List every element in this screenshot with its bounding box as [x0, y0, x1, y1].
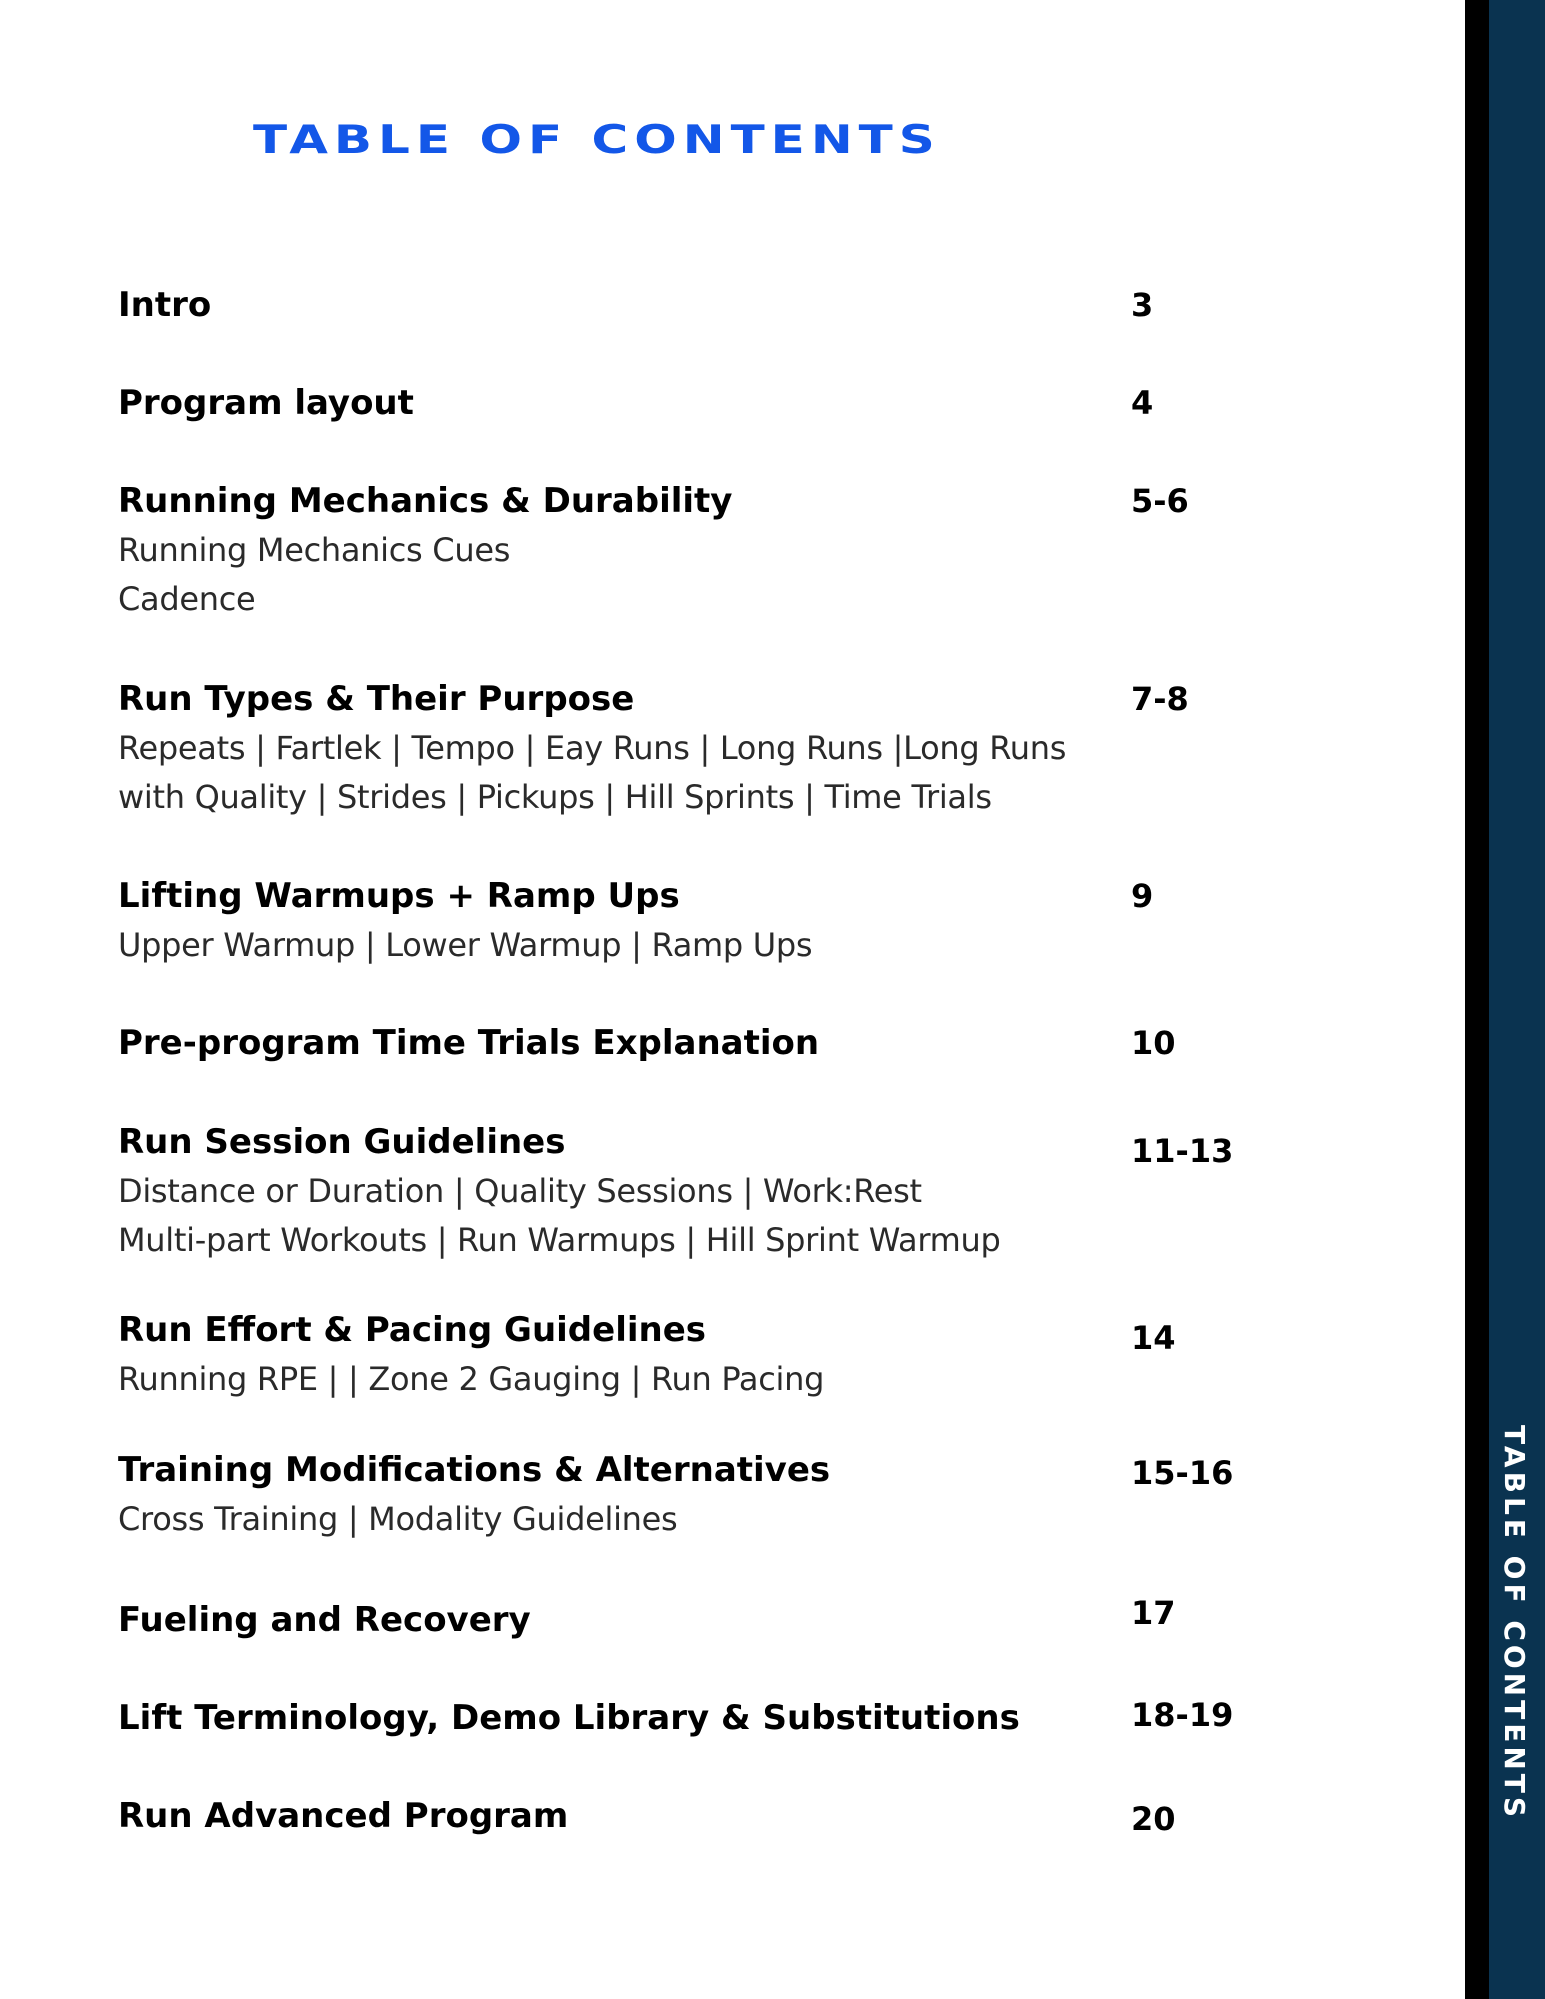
toc-entry-time-trials	[118, 1019, 1448, 1068]
toc-page-number: 9	[1131, 877, 1154, 915]
toc-heading: Running Mechanics & Durability	[118, 481, 733, 521]
toc-entry-run-effort	[118, 1306, 1448, 1404]
page-title: TABLE OF CONTENTS	[253, 116, 941, 163]
toc-subtopics: Upper Warmup | Lower Warmup | Ramp Ups	[118, 926, 813, 964]
toc-subtopics: Distance or Duration | Quality Sessions | Work:Rest	[118, 1172, 922, 1210]
toc-page-number: 4	[1131, 384, 1154, 422]
toc-page-number: 14	[1131, 1319, 1176, 1357]
toc-subtopics: Cross Training | Modality Guidelines	[118, 1500, 678, 1538]
toc-heading: Run Session Guidelines	[118, 1122, 566, 1162]
toc-subtopics: Repeats | Fartlek | Tempo | Eay Runs | Long Runs |Long Runs	[118, 729, 1067, 767]
toc-subtopics: Cadence	[118, 580, 256, 618]
toc-heading: Intro	[118, 285, 212, 325]
toc-entry-intro	[118, 281, 1448, 330]
toc-entry-run-types	[118, 675, 1448, 822]
sidebar-black-stripe	[1465, 0, 1489, 1999]
toc-entry-training-modifications	[118, 1446, 1448, 1544]
toc-heading: Training Modifications & Alternatives	[118, 1450, 831, 1490]
sidebar-label: TABLE OF CONTENTS	[1498, 1425, 1531, 1822]
toc-entry-lifting-warmups	[118, 872, 1448, 970]
toc-page-number: 18-19	[1131, 1696, 1234, 1734]
toc-page-number: 5-6	[1131, 482, 1189, 520]
toc-page-number: 11-13	[1131, 1132, 1234, 1170]
toc-subtopics: Running Mechanics Cues	[118, 531, 511, 569]
toc-page-number: 15-16	[1131, 1454, 1234, 1492]
toc-page-number: 3	[1131, 286, 1154, 324]
toc-heading: Run Advanced Program	[118, 1796, 569, 1836]
toc-entry-run-session	[118, 1118, 1448, 1265]
toc-page-number: 20	[1131, 1800, 1176, 1838]
toc-page-number: 17	[1131, 1594, 1176, 1632]
toc-heading: Run Types & Their Purpose	[118, 679, 635, 719]
toc-heading: Program layout	[118, 383, 414, 423]
toc-subtopics: with Quality | Strides | Pickups | Hill Sprints | Time Trials	[118, 778, 992, 816]
toc-entry-run-advanced	[118, 1792, 1448, 1841]
toc-entry-program-layout	[118, 379, 1448, 428]
toc-page-number: 7-8	[1131, 680, 1189, 718]
toc-heading: Fueling and Recovery	[118, 1600, 531, 1640]
toc-entry-fueling	[118, 1596, 1448, 1645]
toc-heading: Pre-program Time Trials Explanation	[118, 1023, 820, 1063]
toc-entry-lift-terminology	[118, 1694, 1448, 1743]
toc-subtopics: Running RPE | | Zone 2 Gauging | Run Pacing	[118, 1360, 825, 1398]
toc-heading: Lifting Warmups + Ramp Ups	[118, 876, 680, 916]
toc-heading: Run Effort & Pacing Guidelines	[118, 1310, 707, 1350]
toc-heading: Lift Terminology, Demo Library & Substitutions	[118, 1698, 1020, 1738]
toc-page-number: 10	[1131, 1024, 1176, 1062]
toc-entry-running-mechanics	[118, 477, 1448, 624]
toc-subtopics: Multi-part Workouts | Run Warmups | Hill Sprint Warmup	[118, 1221, 1001, 1259]
